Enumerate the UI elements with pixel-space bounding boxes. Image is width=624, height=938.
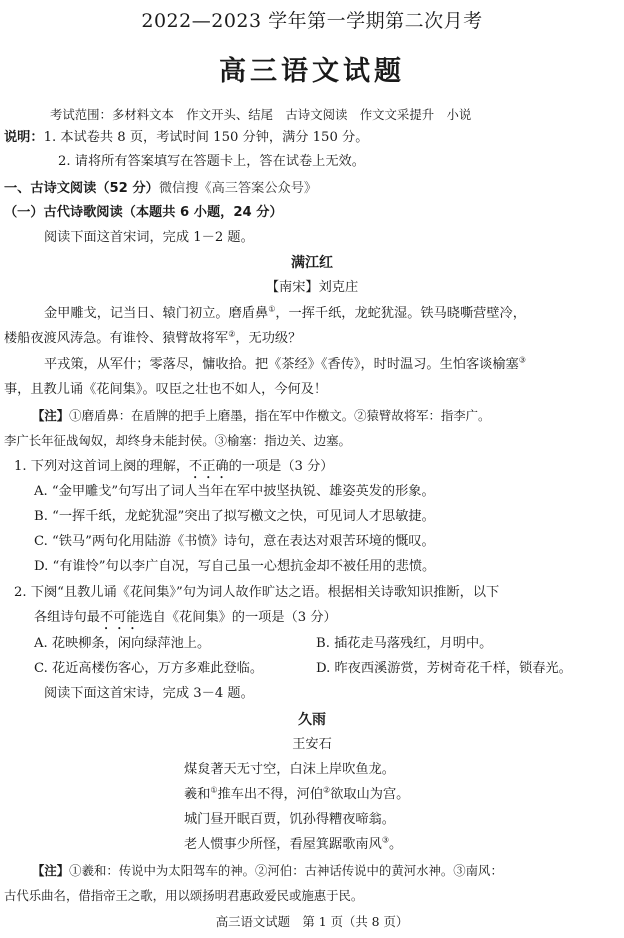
- q1-option-b: B. “一挥千纸，龙蛇犹湿”突出了拟写檄文之快，可见词人才思敏捷。: [34, 509, 435, 524]
- q2-stem-a: 各组诗句最: [34, 610, 100, 625]
- poem-2-author: 王安石: [292, 737, 332, 752]
- notes-tag: 【注】: [32, 408, 70, 423]
- poem-2-notes-cont: 古代乐曲名，借指帝王之歌，用以颂扬明君惠政爱民或施惠于民。: [4, 888, 364, 903]
- poem-1-line-1: [44, 305, 526, 323]
- poem-2-note-1: 羲和：传说中为太阳驾车的神。: [81, 863, 256, 878]
- note-mark-3: ③: [214, 433, 228, 448]
- notes-line-1: [4, 129, 368, 147]
- poem-1-title: 满江红: [291, 255, 333, 271]
- poem-2-line-4-b: 。: [388, 837, 403, 852]
- poem-2-mark-3: ③: [381, 835, 389, 845]
- poem-2-line-2-c: 欲取山为宫。: [330, 787, 410, 802]
- q2-option-d: D. 昨夜西溪游赏，芳树奇花千样，锁春光。: [316, 661, 572, 676]
- poem-2-note-2: 河伯：古神话传说中的黄河水神。: [267, 863, 454, 878]
- exam-title: 2022—2023 学年第一学期第二次月考: [141, 10, 483, 32]
- q2-option-a: A. 花映柳条，闲向绿萍池上。: [34, 636, 211, 651]
- exam-scope: 考试范围：多材料文本 作文开头、结尾 古诗文阅读 作文文采提升 小说: [50, 107, 472, 122]
- q2-option-c: C. 花近高楼伤客心，万方多难此登临。: [34, 661, 264, 676]
- poem-1-line-2-a: 楼船夜渡风涛急。有谁怜、猿臂故将军: [4, 331, 229, 346]
- poem-1-line-3-a: 平戎策，从军什；零落尽，慵收拾。把《茶经》《香传》，时时温习。生怕客谈榆塞: [44, 357, 519, 372]
- main-title: 高三语文试题: [219, 56, 405, 87]
- section-1-title: 一、古诗文阅读（52 分）: [4, 181, 159, 196]
- note-1: 1. 本试卷共 8 页，考试时间 150 分钟，满分 150 分。: [43, 130, 369, 145]
- poem-2-line-4-a: 老人惯事少所怪，看屋箕踞歌南风: [184, 837, 382, 852]
- p2-note-mark-1: ①: [69, 863, 82, 878]
- poem-1-note-3: 榆塞：指边关、边塞。: [227, 433, 351, 448]
- poem-2-note-3: 南风：: [465, 863, 503, 878]
- poem-1-note-2b: 李广长年征战匈奴，却终身未能封侯。: [4, 433, 215, 448]
- poem-2-line-4: [184, 836, 402, 854]
- question-1-stem: [14, 458, 334, 482]
- q1-option-c: C. “铁马”两句化用陆游《书愤》诗句，意在表达对艰苦环境的慨叹。: [34, 534, 435, 549]
- note-mark-2: ②: [354, 408, 367, 423]
- poem-2-mark-1: ①: [210, 785, 218, 795]
- poem-2-line-2: [184, 786, 409, 804]
- p2-note-mark-2: ②: [255, 863, 268, 878]
- note-mark-1: ①: [69, 408, 82, 423]
- poem-1-line-2-b: ，无功级？: [235, 331, 302, 346]
- poem-2-line-3: 城门昼开眠百贾，饥孙得糟夜啼翁。: [184, 812, 395, 827]
- poem-2-notes: [32, 862, 503, 880]
- subsection-title: （一）古代诗歌阅读（本题共 6 小题，24 分）: [4, 205, 283, 220]
- poem-1-line-2: [4, 330, 301, 348]
- q1-option-a: A. “金甲雕戈”句写出了词人当年在军中披坚执锐、雄姿英发的形象。: [34, 484, 435, 499]
- question-2-stem-1: 2. 下阕“且教儿诵《花间集》”句为词人故作旷达之语。根据相关诗歌知识推断，以下: [14, 585, 500, 600]
- footnote-mark-3: ③: [518, 355, 526, 365]
- poem-1-note-1: 磨盾鼻：在盾牌的把手上磨墨，指在军中作檄文。: [81, 408, 355, 423]
- poem-2-line-2-a: 羲和: [184, 787, 211, 802]
- q2-stem-emphasis: 不可能: [99, 610, 140, 625]
- footnote-mark-1: ①: [268, 304, 276, 314]
- q1-stem-a: 1. 下列对这首词上阕的理解，: [14, 459, 190, 474]
- section-1-heading: [4, 180, 317, 198]
- page-footer: 高三语文试题 第 1 页（共 8 页）: [215, 914, 409, 929]
- q1-stem-b: 的一项是（3 分）: [228, 459, 334, 474]
- poem-1-note-2: 猿臂故将军：指李广。: [366, 408, 491, 423]
- notes-label: 说明：: [4, 130, 44, 145]
- q1-option-d: D. “有谁怜”句以李广自况，写自己虽一心想抗金却不被任用的悲愤。: [34, 559, 436, 574]
- poem-1-line-1-b: ，一挥千纸，龙蛇犹湿。铁马晓嘶营壁冷，: [275, 306, 526, 321]
- poem-1-author: 【南宋】刘克庄: [265, 280, 359, 295]
- q2-option-b: B. 插花走马落残红，月明中。: [316, 636, 493, 651]
- poem-1-line-1-a: 金甲雕戈，记当日、辕门初立。磨盾鼻: [44, 306, 269, 321]
- poem-2-line-1: 煤炱著天无寸空，白沫上岸吹鱼龙。: [184, 762, 395, 777]
- p2-note-mark-3: ③: [453, 863, 466, 878]
- reading-intro-2: 阅读下面这首宋诗，完成 3－4 题。: [44, 686, 254, 701]
- poem-2-notes-tag: 【注】: [32, 863, 70, 878]
- q2-stem-b: 选自《花间集》的一项是（3 分）: [139, 610, 337, 625]
- poem-1-notes-cont: [4, 432, 351, 450]
- poem-2-title: 久雨: [298, 712, 326, 728]
- note-2: 2. 请将所有答案填写在答题卡上，答在试卷上无效。: [58, 154, 365, 169]
- question-2-stem-2: [34, 609, 337, 633]
- poem-1-line-3: [44, 356, 526, 374]
- reading-intro-1: 阅读下面这首宋词，完成 1－2 题。: [44, 230, 254, 245]
- poem-2-line-2-b: 推车出不得，河伯: [217, 787, 324, 802]
- poem-1-notes: [32, 407, 490, 425]
- poem-2-mark-2: ②: [323, 785, 331, 795]
- footnote-mark-2: ②: [228, 329, 236, 339]
- poem-1-line-4: 事，且教儿诵《花间集》。叹臣之壮也不如人，今何及！: [4, 382, 328, 397]
- q1-stem-emphasis: 不正确: [189, 459, 229, 474]
- watermark-text: 微信搜《高三答案公众号》: [158, 181, 318, 196]
